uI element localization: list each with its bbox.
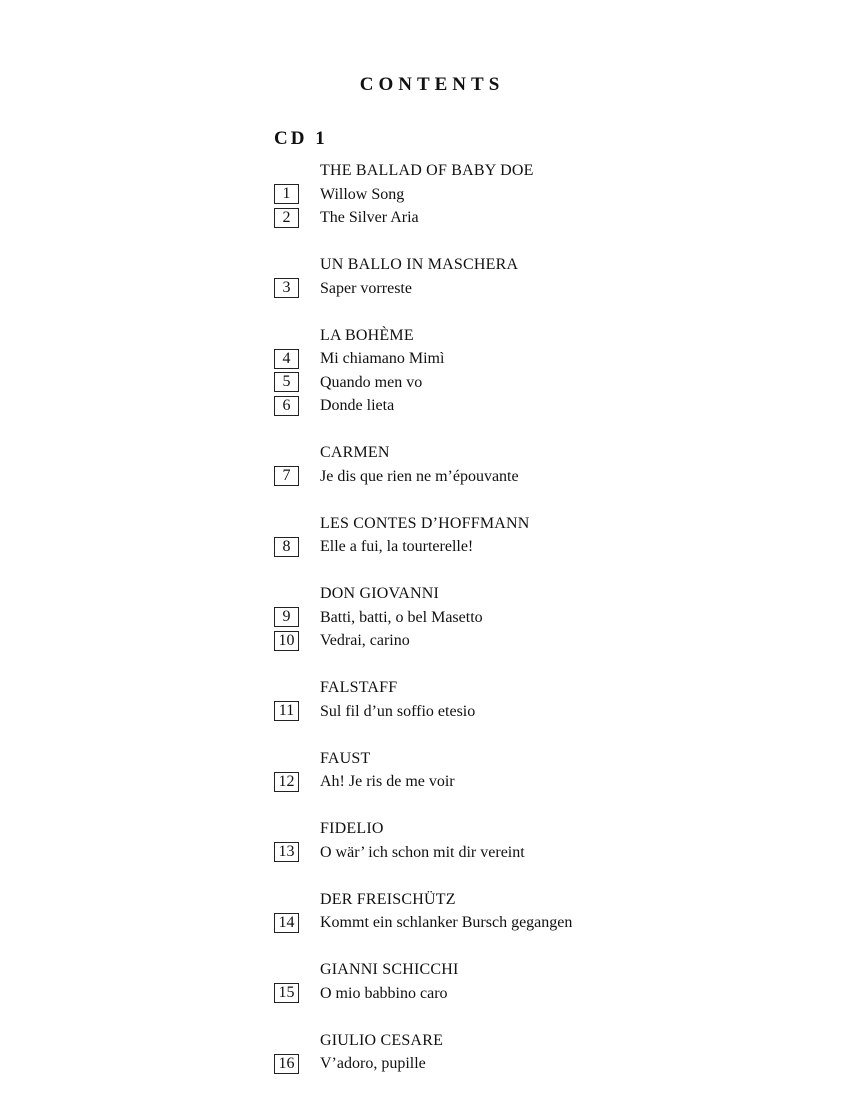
track-title: Saper vorreste — [320, 279, 412, 297]
track-row — [274, 700, 794, 724]
track-number-box: 9 — [274, 607, 299, 627]
track-number-box: 7 — [274, 466, 299, 486]
track-row — [274, 841, 794, 865]
opera-title: THE BALLAD OF BABY DOE — [320, 162, 534, 179]
opera-title: LES CONTES D’HOFFMANN — [320, 514, 530, 532]
track-title: Donde lieta — [320, 397, 395, 414]
opera-section — [274, 253, 794, 300]
opera-title: DER FREISCHÜTZ — [320, 890, 456, 908]
track-row — [274, 394, 794, 418]
track-row — [274, 982, 794, 1006]
opera-section — [274, 1029, 794, 1076]
track-row — [274, 770, 794, 794]
opera-section — [274, 582, 794, 653]
opera-title: FAUST — [320, 749, 371, 767]
track-row — [274, 911, 794, 935]
opera-title: GIANNI SCHICCHI — [320, 961, 459, 978]
track-title: Elle a fui, la tourterelle! — [320, 538, 474, 555]
track-title: Vedrai, carino — [320, 632, 410, 649]
track-title: Quando men vo — [320, 373, 423, 391]
track-number-box: 13 — [274, 842, 299, 862]
opera-section — [274, 512, 794, 559]
opera-section — [274, 888, 794, 935]
track-row — [274, 629, 794, 653]
page-title: CONTENTS — [359, 74, 505, 95]
track-title: Sul fil d’un soffio etesio — [320, 702, 476, 720]
track-number-box: 10 — [274, 631, 299, 651]
opera-title: UN BALLO IN MASCHERA — [320, 256, 519, 273]
track-number-box: 8 — [274, 537, 299, 557]
track-row — [274, 206, 794, 230]
track-title: Je dis que rien ne m’épouvante — [320, 467, 519, 485]
track-number-box: 3 — [274, 278, 299, 298]
track-title: Mi chiamano Mimì — [320, 350, 445, 367]
track-number-box: 4 — [274, 349, 299, 369]
opera-section — [274, 324, 794, 418]
track-number-box: 6 — [274, 396, 299, 416]
opera-title: FALSTAFF — [320, 679, 398, 696]
track-title: Batti, batti, o bel Masetto — [320, 608, 483, 626]
track-title: Willow Song — [320, 185, 405, 203]
track-number-box: 2 — [274, 208, 299, 228]
track-number-box: 15 — [274, 983, 299, 1003]
opera-section — [274, 676, 794, 723]
track-row — [274, 535, 794, 559]
track-row — [274, 1052, 794, 1076]
track-number-box: 5 — [274, 372, 299, 392]
track-title: V’adoro, pupille — [320, 1055, 426, 1072]
opera-section — [274, 441, 794, 488]
track-title: Kommt ein schlanker Bursch gegangen — [320, 914, 573, 931]
track-number-box: 12 — [274, 772, 299, 792]
track-row — [274, 183, 794, 207]
track-row — [274, 347, 794, 371]
track-number-box: 1 — [274, 184, 299, 204]
track-row — [274, 606, 794, 630]
opera-title: LA BOHÈME — [320, 326, 414, 344]
track-title: Ah! Je ris de me voir — [320, 773, 455, 790]
track-number-box: 16 — [274, 1054, 299, 1074]
opera-section — [274, 817, 794, 864]
track-row — [274, 465, 794, 489]
contents-list — [274, 159, 794, 1099]
opera-section — [274, 159, 794, 230]
track-title: O wär’ ich schon mit dir vereint — [320, 843, 525, 861]
track-number-box: 11 — [274, 701, 299, 721]
track-row — [274, 371, 794, 395]
track-title: O mio babbino caro — [320, 984, 448, 1002]
disc-label: CD 1 — [274, 128, 328, 149]
opera-title: FIDELIO — [320, 820, 384, 837]
opera-section — [274, 747, 794, 794]
track-title: The Silver Aria — [320, 209, 419, 226]
opera-title: CARMEN — [320, 444, 390, 461]
track-row — [274, 277, 794, 301]
opera-section — [274, 958, 794, 1005]
opera-title: GIULIO CESARE — [320, 1031, 444, 1049]
track-number-box: 14 — [274, 913, 299, 933]
opera-title: DON GIOVANNI — [320, 585, 439, 602]
